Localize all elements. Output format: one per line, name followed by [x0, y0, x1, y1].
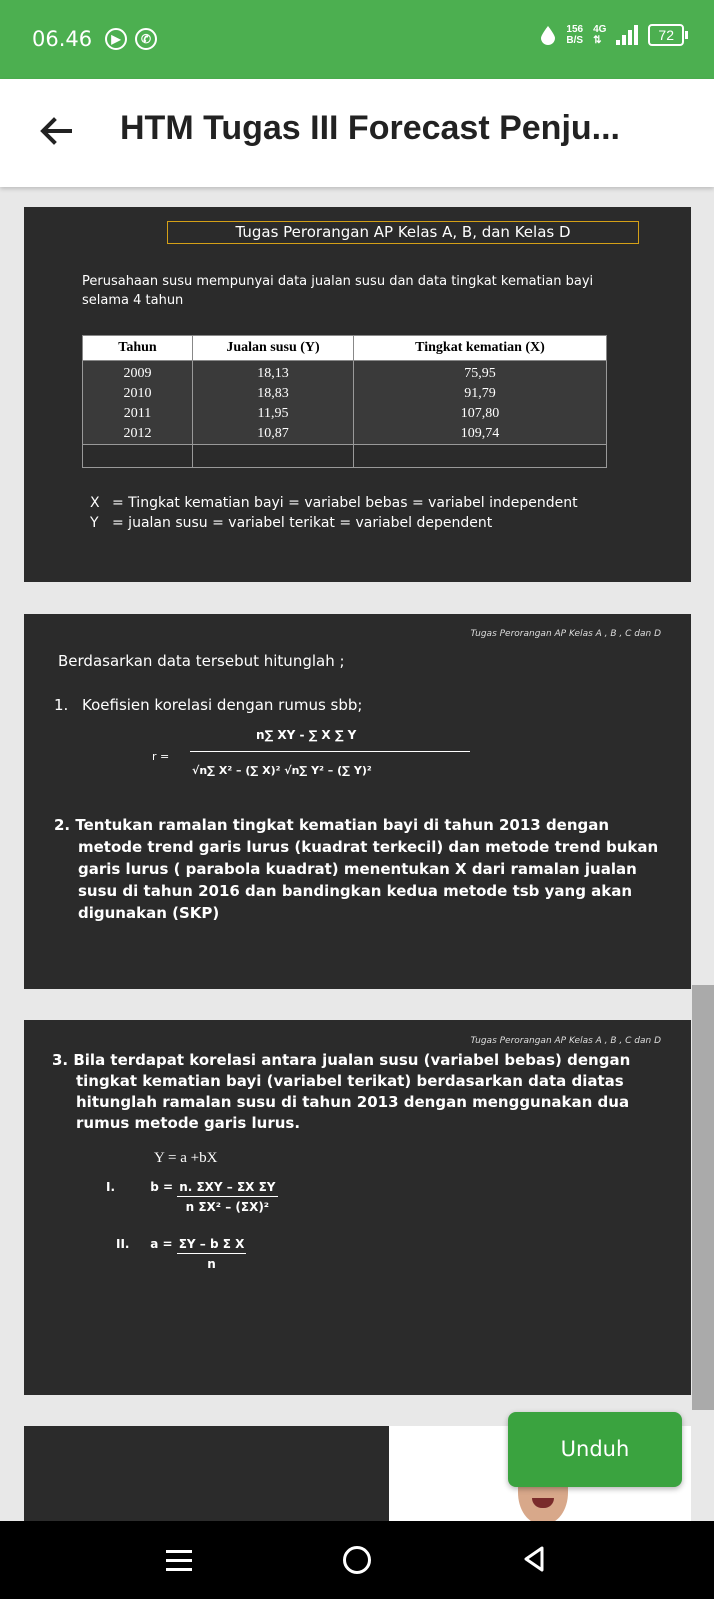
slide-2-lead: Berdasarkan data tersebut hitunglah ; — [58, 652, 345, 670]
data-arrows-icon: ⇅ — [593, 35, 602, 46]
home-icon[interactable] — [343, 1546, 371, 1574]
formula-a-numerator: ΣY – b Σ X — [177, 1237, 247, 1254]
status-indicators — [540, 24, 684, 46]
slide-3-header: Tugas Perorangan AP Kelas A , B , C dan D — [470, 1036, 661, 1046]
slide-3 — [24, 1020, 691, 1395]
table-header-year: Tahun — [83, 336, 193, 361]
data-table — [82, 335, 607, 468]
formula-b-lhs: b = — [150, 1180, 174, 1194]
formula-a — [116, 1237, 246, 1271]
recent-apps-icon[interactable] — [166, 1546, 192, 1572]
formula-a-denominator: n — [207, 1257, 216, 1271]
slide-1-intro: Perusahaan susu mempunyai data jualan susu dan data tingkat kematian bayi selama 4 tahun — [82, 274, 594, 308]
back-arrow-icon[interactable] — [38, 113, 74, 149]
formula-a-fraction — [177, 1237, 247, 1271]
battery-icon: 72 — [648, 24, 684, 46]
data-saver-icon — [540, 25, 556, 45]
app-bar — [0, 79, 714, 187]
table-header-deaths: Tingkat kematian (X) — [354, 336, 607, 361]
definition-x-key: X — [90, 495, 100, 511]
speed-value: 156 — [566, 24, 584, 35]
definition-x-text: = Tingkat kematian bayi = variabel bebas = variabel independent — [112, 495, 578, 511]
slide-2 — [24, 614, 691, 989]
definition-y — [90, 515, 492, 531]
formula-b-label: I. — [106, 1180, 116, 1194]
page-title: HTM Tugas III Forecast Penju... — [120, 109, 621, 147]
table-cell-sales: 18,13 18,83 11,95 10,87 — [193, 361, 354, 445]
formula-b-fraction — [177, 1180, 277, 1214]
formula-label: r = — [152, 750, 170, 763]
formula-denominator: √n∑ X² – (∑ X)² √n∑ Y² – (∑ Y)² — [192, 764, 372, 777]
status-time: 06.46 — [32, 27, 93, 51]
signal-icon — [616, 25, 638, 45]
correlation-formula — [152, 724, 472, 804]
question-3: 3. Bila terdapat korelasi antara jualan susu (variabel bebas) dengan tingkat kematian bayi (variabel terikat) berdasarkan data diatas hitunglah ramalan susu di tahun 2013 dengan menggunakan dua rumus metode garis lurus. — [52, 1051, 631, 1132]
formula-b — [106, 1180, 278, 1214]
formula-numerator: n∑ XY - ∑ X ∑ Y — [256, 728, 357, 742]
definition-x — [90, 495, 578, 511]
status-bar — [0, 0, 714, 79]
slide-2-header: Tugas Perorangan AP Kelas A , B , C dan D — [470, 629, 661, 639]
question-1-number: 1. — [54, 696, 69, 714]
formula-b-denominator: n ΣX² – (ΣX)² — [185, 1200, 270, 1214]
network-speed — [566, 24, 583, 46]
slide-1-header: Tugas Perorangan AP Kelas A, B, dan Kelas D — [167, 221, 639, 244]
play-notification-icon: ▶ — [105, 28, 127, 50]
speed-unit: B/S — [566, 35, 584, 46]
network-label: 4G — [593, 24, 607, 35]
regression-equation: Y = a +bX — [154, 1150, 218, 1166]
definition-y-key: Y — [90, 515, 99, 531]
definition-y-text: = jualan susu = variabel terikat = variabel dependent — [112, 515, 493, 531]
slide-1 — [24, 207, 691, 582]
network-type — [593, 24, 606, 46]
scrollbar-thumb[interactable] — [692, 985, 714, 1410]
table-cell-deaths: 75,95 91,79 107,80 109,74 — [354, 361, 607, 445]
back-triangle-icon[interactable] — [520, 1544, 550, 1574]
fraction-line — [190, 751, 470, 752]
formula-b-numerator: n. ΣXY – ΣX ΣY — [177, 1180, 277, 1197]
formula-a-label: II. — [116, 1237, 130, 1251]
download-button[interactable]: Unduh — [508, 1412, 682, 1487]
table-header-sales: Jualan susu (Y) — [193, 336, 354, 361]
table-cell-years: 2009 2010 2011 2012 — [83, 361, 193, 445]
formula-a-lhs: a = — [150, 1237, 173, 1251]
navigation-bar — [0, 1521, 714, 1599]
question-1-text: Koefisien korelasi dengan rumus sbb; — [82, 696, 363, 714]
question-1 — [54, 696, 362, 714]
whatsapp-icon: ✆ — [135, 28, 157, 50]
question-2: 2. Tentukan ramalan tingkat kematian bayi di tahun 2013 dengan metode trend garis lurus (kuadrat terkecil) dan metode trend bukan garis lurus ( parabola kuadrat) menentukan X dari ramalan jualan susu di tahun 2016 dan bandingkan kedua metode tsb yang akan digunakan (SKP) — [54, 816, 659, 922]
